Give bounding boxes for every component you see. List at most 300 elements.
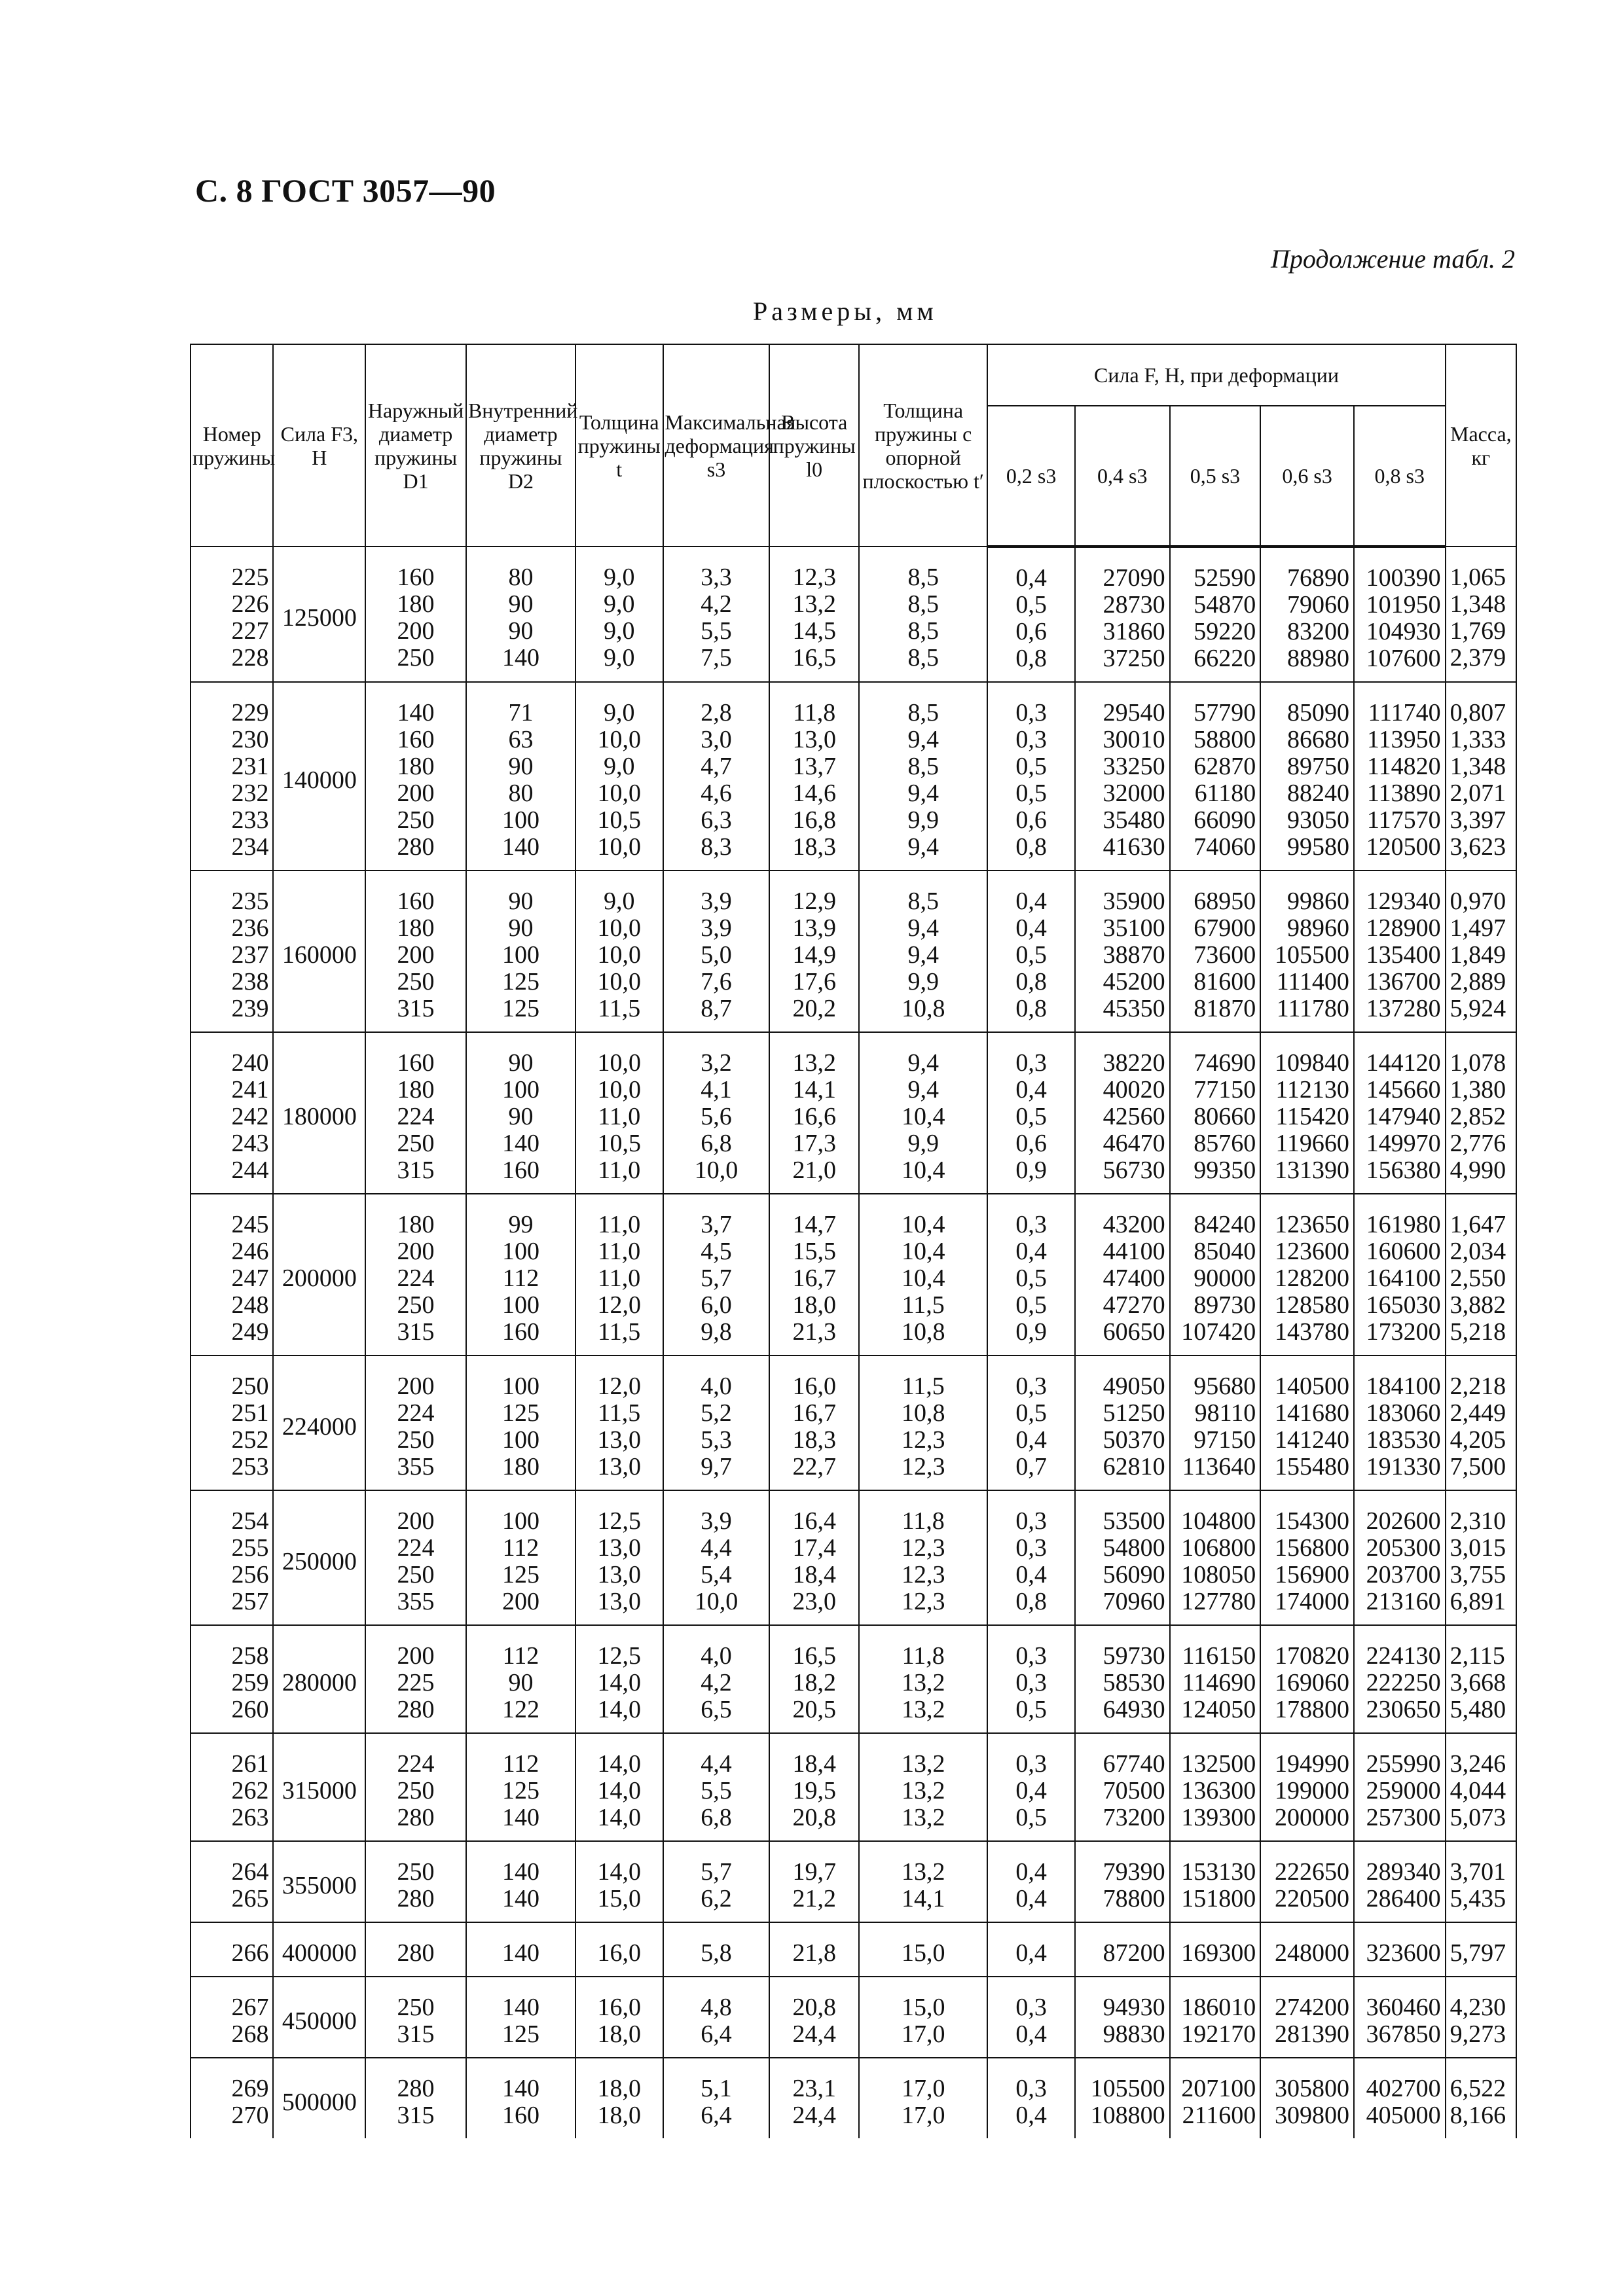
cell-value: 0,3: [1015, 1750, 1047, 1778]
cell-value: 6,4: [701, 2102, 732, 2129]
cell-value: 100: [501, 1372, 539, 1400]
cell-value: 165030: [1366, 1291, 1441, 1319]
cell-l0: [769, 1922, 859, 1977]
cell-value: 259: [231, 1669, 269, 1696]
cell-value: 8,5: [907, 590, 939, 618]
cell-value: 1,348: [1450, 753, 1506, 780]
cell-value: 99580: [1286, 833, 1349, 861]
cell-value: 12,0: [597, 1291, 641, 1319]
cell-value: 315: [397, 1157, 435, 1184]
cell-value: 0,5: [1015, 1103, 1047, 1130]
cell-value: 10,8: [901, 1318, 945, 1346]
cell-value: 315: [397, 2102, 435, 2129]
cell-f04: [1075, 1977, 1170, 2058]
cell-value: 0,5: [1015, 1804, 1047, 1831]
cell-value: 18,2: [792, 1669, 836, 1696]
cell-value: 263: [231, 1804, 269, 1831]
cell-l0: [769, 682, 859, 870]
cell-value: 14,0: [597, 1858, 641, 1886]
cell-value: 9,4: [907, 941, 939, 969]
cell-value: 170820: [1274, 1642, 1349, 1670]
cell-value: 9,4: [907, 1076, 939, 1103]
cell-value: 0,5: [1015, 1399, 1047, 1427]
cell-value: 234: [231, 833, 269, 861]
cell-value: 123650: [1274, 1211, 1349, 1238]
cell-value: 30010: [1103, 726, 1165, 753]
cell-value: 0,5: [1015, 753, 1047, 780]
cell-value: 11,0: [598, 1103, 641, 1130]
cell-value: 1,380: [1450, 1076, 1506, 1103]
cell-value: 6,2: [701, 1885, 732, 1912]
cell-d2: [466, 1922, 575, 1977]
cell-l0: [769, 1733, 859, 1841]
cell-value: 9,4: [907, 726, 939, 753]
cell-value: 13,0: [597, 1453, 641, 1480]
cell-value: 124050: [1181, 1696, 1256, 1723]
cell-value: 18,3: [792, 833, 836, 861]
cell-f06: [1260, 1625, 1354, 1733]
cell-value: 112: [502, 1534, 539, 1562]
cell-value: 28730: [1103, 591, 1165, 619]
cell-f08: [1354, 1733, 1446, 1841]
cell-value: 125: [501, 968, 539, 996]
cell-value: 12,9: [792, 888, 836, 915]
cell-value: 4,4: [701, 1750, 732, 1778]
cell-s3: [663, 1841, 770, 1922]
cell-f02: [987, 1355, 1075, 1490]
cell-value: 250: [231, 1372, 269, 1400]
cell-value: 160: [501, 1157, 539, 1184]
cell-force: 400000: [273, 1922, 365, 1977]
cell-f02: [987, 1733, 1075, 1841]
cell-value: 66090: [1194, 806, 1256, 834]
cell-d1: [365, 682, 466, 870]
cell-d1: [365, 1032, 466, 1194]
cell-value: 10,0: [694, 1588, 739, 1615]
cell-value: 44100: [1103, 1238, 1165, 1265]
cell-value: 186010: [1181, 1994, 1256, 2021]
cell-value: 2,889: [1450, 968, 1506, 996]
cell-value: 14,1: [792, 1076, 836, 1103]
cell-value: 5,8: [701, 1939, 732, 1967]
table-row-group: [191, 1490, 1516, 1625]
cell-value: 98960: [1286, 914, 1349, 942]
cell-value: 0,8: [1015, 995, 1047, 1022]
cell-value: 2,449: [1450, 1399, 1506, 1427]
cell-value: 160: [501, 1318, 539, 1346]
cell-s3: [663, 1032, 770, 1194]
cell-value: 360460: [1366, 1994, 1441, 2021]
cell-f02: [987, 547, 1075, 682]
cell-t: [575, 1194, 663, 1355]
cell-value: 85040: [1194, 1238, 1256, 1265]
cell-value: 225: [397, 1669, 435, 1696]
cell-value: 239: [231, 995, 269, 1022]
cell-d2: [466, 547, 575, 682]
cell-value: 160: [397, 726, 435, 753]
cell-value: 145660: [1366, 1076, 1441, 1103]
cell-value: 233: [231, 806, 269, 834]
cell-value: 7,6: [701, 968, 732, 996]
cell-value: 43200: [1103, 1211, 1165, 1238]
cell-value: 83200: [1286, 618, 1349, 645]
cell-value: 104930: [1366, 618, 1441, 645]
cell-value: 86680: [1286, 726, 1349, 753]
cell-f05: [1170, 682, 1261, 870]
cell-mass: [1446, 2058, 1516, 2138]
cell-value: 50370: [1103, 1426, 1165, 1454]
cell-value: 250: [397, 1858, 435, 1886]
cell-value: 5,0: [701, 941, 732, 969]
cell-value: 6,0: [701, 1291, 732, 1319]
table-row-group: [191, 1922, 1516, 1977]
cell-value: 305800: [1274, 2075, 1349, 2102]
cell-tp: [859, 1977, 987, 2058]
cell-value: 49050: [1103, 1372, 1165, 1400]
cell-value: 257: [231, 1588, 269, 1615]
cell-t: [575, 1355, 663, 1490]
cell-value: 125: [501, 2020, 539, 2048]
cell-value: 141680: [1274, 1399, 1349, 1427]
cell-value: 2,852: [1450, 1103, 1506, 1130]
cell-value: 250: [397, 1291, 435, 1319]
cell-value: 0,5: [1015, 591, 1047, 619]
cell-value: 81870: [1194, 995, 1256, 1022]
cell-f02: [987, 1841, 1075, 1922]
cell-value: 156380: [1366, 1157, 1441, 1184]
cell-value: 0,8: [1015, 833, 1047, 861]
cell-value: 1,078: [1450, 1049, 1506, 1077]
cell-value: 17,0: [901, 2075, 945, 2102]
cell-value: 21,0: [792, 1157, 836, 1184]
cell-value: 229: [231, 699, 269, 726]
cell-value: 90: [508, 590, 534, 618]
cell-value: 120500: [1366, 833, 1441, 861]
cell-f08: [1354, 1032, 1446, 1194]
continuation-label: Продолжение табл. 2: [1270, 244, 1515, 274]
cell-value: 4,6: [701, 780, 732, 807]
cell-value: 0,3: [1015, 1049, 1047, 1077]
cell-value: 8,5: [907, 888, 939, 915]
cell-value: 230: [231, 726, 269, 753]
cell-value: 14,0: [597, 1777, 641, 1804]
cell-value: 1,348: [1450, 590, 1506, 618]
cell-value: 9,273: [1450, 2020, 1506, 2048]
cell-f05: [1170, 1625, 1261, 1733]
cell-value: 355: [397, 1588, 435, 1615]
cell-value: 3,015: [1450, 1534, 1506, 1562]
cell-value: 116150: [1182, 1642, 1256, 1670]
cell-value: 117570: [1367, 806, 1441, 834]
cell-value: 213160: [1366, 1588, 1441, 1615]
cell-value: 12,3: [901, 1426, 945, 1454]
cell-value: 151800: [1181, 1885, 1256, 1912]
units-label: Размеры, мм: [753, 296, 938, 326]
cell-f05: [1170, 547, 1261, 682]
cell-s3: [663, 547, 770, 682]
cell-value: 240: [231, 1049, 269, 1077]
cell-value: 9,7: [701, 1453, 732, 1480]
cell-value: 402700: [1366, 2075, 1441, 2102]
cell-value: 9,0: [603, 699, 635, 726]
cell-value: 10,0: [694, 1157, 739, 1184]
cell-f06: [1260, 1922, 1354, 1977]
cell-f05: [1170, 870, 1261, 1032]
cell-value: 9,0: [603, 888, 635, 915]
cell-value: 85090: [1286, 699, 1349, 726]
cell-value: 89750: [1286, 753, 1349, 780]
cell-mass: [1446, 870, 1516, 1032]
cell-d2: [466, 1032, 575, 1194]
cell-s3: [663, 1625, 770, 1733]
cell-value: 200: [501, 1588, 539, 1615]
cell-value: 0,4: [1015, 1076, 1047, 1103]
cell-value: 59220: [1194, 618, 1256, 645]
cell-value: 135400: [1366, 941, 1441, 969]
cell-tp: [859, 1032, 987, 1194]
cell-value: 3,882: [1450, 1291, 1506, 1319]
cell-f06: [1260, 870, 1354, 1032]
cell-tp: [859, 1355, 987, 1490]
cell-value: 0,3: [1015, 1211, 1047, 1238]
cell-value: 183060: [1366, 1399, 1441, 1427]
cell-value: 243: [231, 1130, 269, 1157]
cell-f02: [987, 1922, 1075, 1977]
cell-f02: [987, 2058, 1075, 2138]
cell-mass: [1446, 1194, 1516, 1355]
cell-value: 4,0: [701, 1372, 732, 1400]
table-row-group: [191, 1625, 1516, 1733]
cell-value: 11,0: [598, 1238, 641, 1265]
cell-value: 14,6: [792, 780, 836, 807]
cell-f06: [1260, 1977, 1354, 2058]
cell-value: 141240: [1274, 1426, 1349, 1454]
cell-value: 5,218: [1450, 1318, 1506, 1346]
cell-f08: [1354, 870, 1446, 1032]
cell-value: 10,8: [901, 995, 945, 1022]
cell-value: 280: [397, 1885, 435, 1912]
cell-value: 0,8: [1015, 1588, 1047, 1615]
cell-s3: [663, 1490, 770, 1625]
cell-value: 183530: [1366, 1426, 1441, 1454]
cell-value: 56090: [1103, 1561, 1165, 1588]
cell-value: 125: [501, 1399, 539, 1427]
cell-value: 33250: [1103, 753, 1165, 780]
cell-value: 3,9: [701, 914, 732, 942]
header-sub-06: 0,6 s3: [1260, 406, 1354, 547]
cell-value: 9,4: [907, 1049, 939, 1077]
cell-value: 164100: [1366, 1265, 1441, 1292]
cell-f08: [1354, 1355, 1446, 1490]
cell-value: 12,5: [597, 1642, 641, 1670]
cell-f02: [987, 1490, 1075, 1625]
cell-value: 128900: [1366, 914, 1441, 942]
cell-f06: [1260, 1490, 1354, 1625]
cell-value: 13,2: [901, 1804, 945, 1831]
cell-value: 0,4: [1015, 1885, 1047, 1912]
cell-mass: [1446, 1977, 1516, 2058]
cell-value: 112: [502, 1265, 539, 1292]
cell-value: 14,9: [792, 941, 836, 969]
cell-value: 128580: [1274, 1291, 1349, 1319]
cell-value: 90: [508, 1049, 534, 1077]
cell-value: 67740: [1103, 1750, 1165, 1778]
cell-value: 266: [231, 1939, 269, 1967]
cell-value: 224130: [1366, 1642, 1441, 1670]
cell-f05: [1170, 2058, 1261, 2138]
cell-value: 1,849: [1450, 941, 1506, 969]
cell-value: 241: [231, 1076, 269, 1103]
cell-f06: [1260, 682, 1354, 870]
cell-value: 140: [501, 1939, 539, 1967]
cell-value: 247: [231, 1265, 269, 1292]
cell-value: 99860: [1286, 888, 1349, 915]
cell-value: 70500: [1103, 1777, 1165, 1804]
cell-value: 111740: [1368, 699, 1441, 726]
cell-d1: [365, 547, 466, 682]
cell-value: 140: [501, 833, 539, 861]
table-row-group: [191, 682, 1516, 870]
cell-t: [575, 1977, 663, 2058]
cell-d2: [466, 1977, 575, 2058]
cell-value: 262: [231, 1777, 269, 1804]
cell-value: 15,5: [792, 1238, 836, 1265]
cell-f08: [1354, 682, 1446, 870]
table-row-group: [191, 1032, 1516, 1194]
cell-value: 8,3: [701, 833, 732, 861]
cell-value: 289340: [1366, 1858, 1441, 1886]
cell-value: 250: [397, 1426, 435, 1454]
cell-value: 0,5: [1015, 1265, 1047, 1292]
cell-d1: [365, 1733, 466, 1841]
cell-value: 10,0: [597, 833, 641, 861]
cell-value: 10,0: [597, 941, 641, 969]
cell-value: 37250: [1103, 645, 1165, 672]
cell-d2: [466, 1841, 575, 1922]
cell-mass: [1446, 1032, 1516, 1194]
springs-table: [190, 344, 1517, 2138]
cell-value: 160: [501, 2102, 539, 2129]
cell-value: 2,776: [1450, 1130, 1506, 1157]
table-row-group: [191, 547, 1516, 682]
cell-value: 9,4: [907, 914, 939, 942]
cell-value: 56730: [1103, 1157, 1165, 1184]
cell-value: 16,7: [792, 1399, 836, 1427]
cell-value: 76890: [1286, 564, 1349, 592]
cell-value: 139300: [1181, 1804, 1256, 1831]
cell-value: 224: [397, 1534, 435, 1562]
table-row-group: [191, 870, 1516, 1032]
cell-l0: [769, 1490, 859, 1625]
cell-value: 200: [397, 1507, 435, 1535]
cell-value: 5,3: [701, 1426, 732, 1454]
cell-value: 9,9: [907, 1130, 939, 1157]
cell-d1: [365, 1194, 466, 1355]
cell-value: 13,0: [597, 1561, 641, 1588]
cell-value: 250: [397, 806, 435, 834]
cell-value: 18,0: [597, 2102, 641, 2129]
cell-value: 12,3: [901, 1588, 945, 1615]
cell-value: 113640: [1182, 1453, 1256, 1480]
cell-value: 8,5: [907, 753, 939, 780]
cell-value: 18,4: [792, 1750, 836, 1778]
cell-value: 128200: [1274, 1265, 1349, 1292]
cell-value: 100: [501, 1507, 539, 1535]
cell-value: 0,4: [1015, 1777, 1047, 1804]
cell-value: 1,333: [1450, 726, 1506, 753]
cell-num: [191, 682, 273, 870]
cell-value: 13,2: [901, 1858, 945, 1886]
cell-value: 107600: [1366, 645, 1441, 672]
cell-value: 114690: [1182, 1669, 1256, 1696]
cell-value: 10,4: [901, 1265, 945, 1292]
cell-value: 79390: [1103, 1858, 1165, 1886]
cell-value: 280: [397, 833, 435, 861]
cell-t: [575, 682, 663, 870]
cell-d1: [365, 2058, 466, 2138]
cell-f08: [1354, 1922, 1446, 1977]
header-sub-02: 0,2 s3: [987, 406, 1075, 547]
cell-value: 38220: [1103, 1049, 1165, 1077]
cell-value: 10,0: [597, 1076, 641, 1103]
cell-value: 13,0: [597, 1426, 641, 1454]
cell-value: 3,9: [701, 1507, 732, 1535]
cell-value: 224: [397, 1399, 435, 1427]
cell-s3: [663, 1922, 770, 1977]
cell-value: 79060: [1286, 591, 1349, 619]
cell-value: 113950: [1367, 726, 1441, 753]
cell-value: 236: [231, 914, 269, 942]
header-sub-08: 0,8 s3: [1354, 406, 1446, 547]
cell-value: 10,4: [901, 1103, 945, 1130]
cell-value: 42560: [1103, 1103, 1165, 1130]
cell-t: [575, 1922, 663, 1977]
cell-value: 106800: [1181, 1534, 1256, 1562]
cell-value: 58530: [1103, 1669, 1165, 1696]
cell-value: 53500: [1103, 1507, 1165, 1535]
cell-value: 13,2: [901, 1696, 945, 1723]
cell-value: 125: [501, 995, 539, 1022]
cell-force: 125000: [273, 547, 365, 682]
cell-value: 228: [231, 644, 269, 672]
cell-value: 112130: [1275, 1076, 1349, 1103]
cell-value: 248: [231, 1291, 269, 1319]
cell-value: 4,4: [701, 1534, 732, 1562]
cell-force: 224000: [273, 1355, 365, 1490]
cell-value: 119660: [1275, 1130, 1349, 1157]
cell-num: [191, 1733, 273, 1841]
cell-d2: [466, 1490, 575, 1625]
cell-value: 115420: [1275, 1103, 1349, 1130]
cell-value: 245: [231, 1211, 269, 1238]
cell-num: [191, 870, 273, 1032]
cell-value: 5,1: [701, 2075, 732, 2102]
cell-value: 10,4: [901, 1238, 945, 1265]
cell-value: 80660: [1194, 1103, 1256, 1130]
cell-value: 270: [231, 2102, 269, 2129]
cell-f04: [1075, 547, 1170, 682]
cell-value: 18,3: [792, 1426, 836, 1454]
cell-value: 7,500: [1450, 1453, 1506, 1480]
cell-f04: [1075, 682, 1170, 870]
cell-value: 180: [501, 1453, 539, 1480]
cell-value: 156900: [1274, 1561, 1349, 1588]
cell-tp: [859, 870, 987, 1032]
cell-value: 108800: [1090, 2102, 1165, 2129]
cell-value: 27090: [1103, 564, 1165, 592]
cell-value: 281390: [1274, 2020, 1349, 2048]
cell-value: 4,2: [701, 590, 732, 618]
